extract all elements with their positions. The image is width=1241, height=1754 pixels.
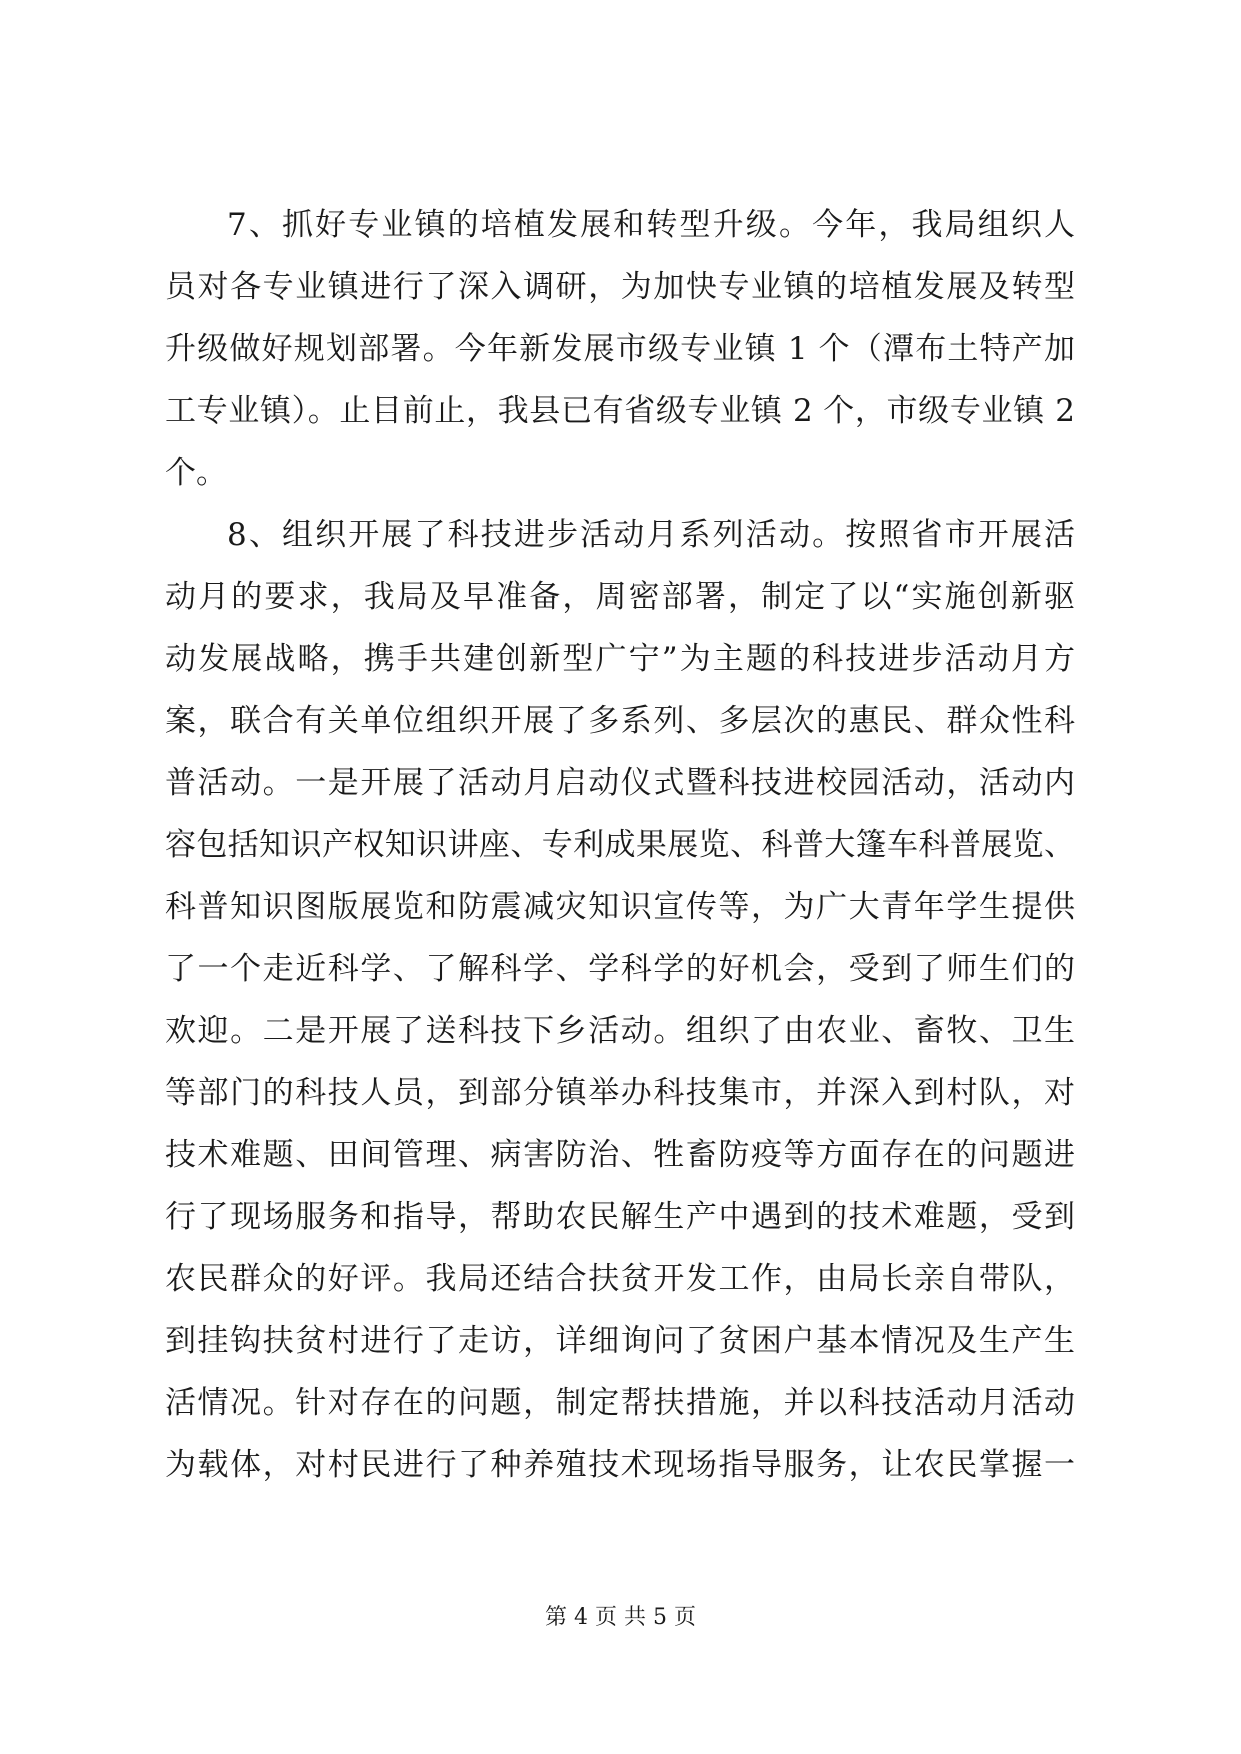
- paragraph-2-line-12: 行了现场服务和指导，帮助农民解生产中遇到的技术难题，受到: [165, 1199, 1075, 1235]
- paragraph-2-line-2: 动月的要求，我局及早准备，周密部署，制定了以“实施创新驱: [165, 579, 1075, 615]
- page-number-footer: 第 4 页 共 5 页: [545, 1605, 696, 1630]
- paragraph-2-line-11: 技术难题、田间管理、病害防治、牲畜防疫等方面存在的问题进: [165, 1137, 1075, 1173]
- paragraph-2-line-5: 普活动。一是开展了活动月启动仪式暨科技进校园活动，活动内: [165, 765, 1075, 801]
- paragraph-2-line-14: 到挂钩扶贫村进行了走访，详细询问了贫困户基本情况及生产生: [165, 1323, 1075, 1359]
- paragraph-2-line-9: 欢迎。二是开展了送科技下乡活动。组织了由农业、畜牧、卫生: [165, 1013, 1075, 1049]
- paragraph-1-line-1: 7、抓好专业镇的培植发展和转型升级。今年，我局组织人: [227, 207, 1075, 243]
- paragraph-2-line-1: 8、组织开展了科技进步活动月系列活动。按照省市开展活: [227, 517, 1075, 553]
- paragraph-2-line-8: 了一个走近科学、了解科学、学科学的好机会，受到了师生们的: [165, 951, 1075, 987]
- paragraph-2-line-3: 动发展战略，携手共建创新型广宁”为主题的科技进步活动月方: [165, 641, 1075, 677]
- paragraph-2-line-13: 农民群众的好评。我局还结合扶贫开发工作，由局长亲自带队，: [165, 1261, 1075, 1297]
- paragraph-2-line-6: 容包括知识产权知识讲座、专利成果展览、科普大篷车科普展览、: [165, 827, 1075, 863]
- paragraph-1-line-2: 员对各专业镇进行了深入调研，为加快专业镇的培植发展及转型: [165, 269, 1075, 305]
- paragraph-1-line-5: 个。: [165, 455, 227, 491]
- paragraph-1-line-3: 升级做好规划部署。今年新发展市级专业镇 1 个（潭布土特产加: [165, 331, 1075, 367]
- paragraph-1-line-4: 工专业镇）。止目前止，我县已有省级专业镇 2 个，市级专业镇 2: [165, 393, 1075, 429]
- paragraph-2-line-10: 等部门的科技人员，到部分镇举办科技集市，并深入到村队，对: [165, 1075, 1075, 1111]
- paragraph-2-line-15: 活情况。针对存在的问题，制定帮扶措施，并以科技活动月活动: [165, 1385, 1075, 1421]
- paragraph-2-line-16: 为载体，对村民进行了种养殖技术现场指导服务，让农民掌握一: [165, 1447, 1075, 1483]
- paragraph-2-line-7: 科普知识图版展览和防震减灾知识宣传等，为广大青年学生提供: [165, 889, 1075, 925]
- paragraph-2-line-4: 案，联合有关单位组织开展了多系列、多层次的惠民、群众性科: [165, 703, 1075, 739]
